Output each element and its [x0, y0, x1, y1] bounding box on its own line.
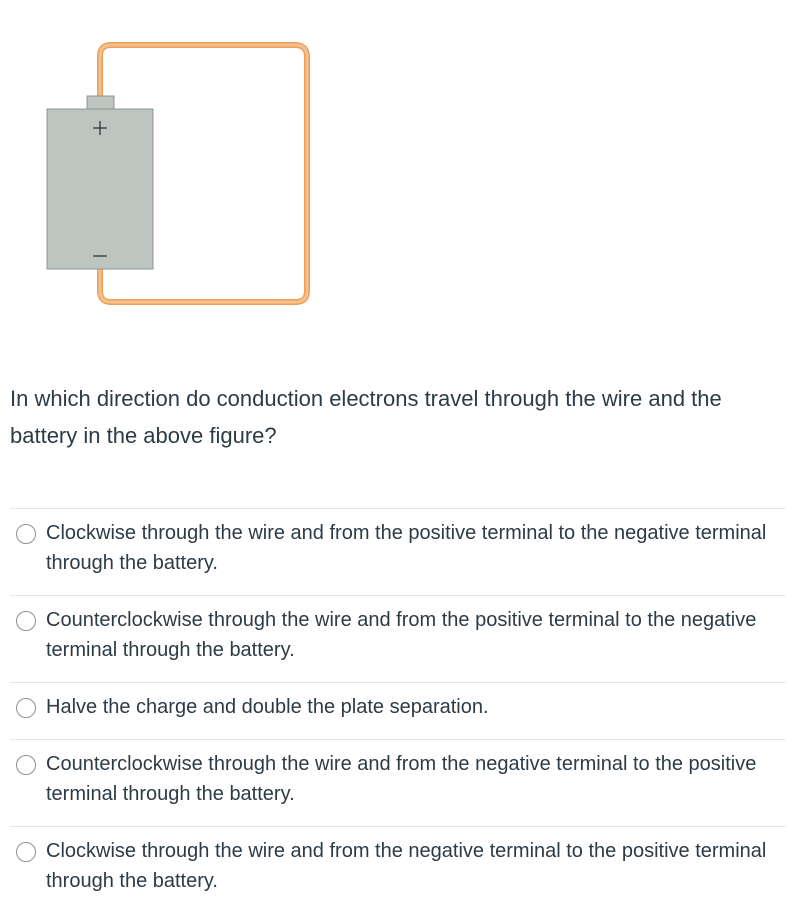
- question-text: In which direction do conduction electrons travel through the wire and the battery in the above figure?: [10, 386, 722, 448]
- radio-button[interactable]: [16, 698, 36, 718]
- radio-button[interactable]: [16, 842, 36, 862]
- radio-button[interactable]: [16, 611, 36, 631]
- answer-option[interactable]: [10, 683, 786, 740]
- answer-option[interactable]: [10, 596, 786, 683]
- circuit-diagram: [40, 40, 320, 310]
- answer-label[interactable]: Counterclockwise through the wire and from the negative terminal to the positive terminal through the battery.: [46, 753, 757, 805]
- answer-label[interactable]: Clockwise through the wire and from the negative terminal to the positive terminal through the battery.: [46, 840, 767, 892]
- radio-button[interactable]: [16, 524, 36, 544]
- answer-option[interactable]: [10, 509, 786, 596]
- answer-label[interactable]: Halve the charge and double the plate separation.: [46, 696, 489, 718]
- answer-label[interactable]: Counterclockwise through the wire and from the positive terminal to the negative terminal through the battery.: [46, 609, 757, 661]
- answer-option[interactable]: [10, 827, 786, 914]
- radio-button[interactable]: [16, 755, 36, 775]
- answer-label[interactable]: Clockwise through the wire and from the positive terminal to the negative terminal through the battery.: [46, 522, 767, 574]
- battery-terminal: [87, 96, 114, 109]
- circuit-figure: [40, 40, 320, 310]
- answer-option[interactable]: [10, 740, 786, 827]
- answer-list: [10, 508, 786, 914]
